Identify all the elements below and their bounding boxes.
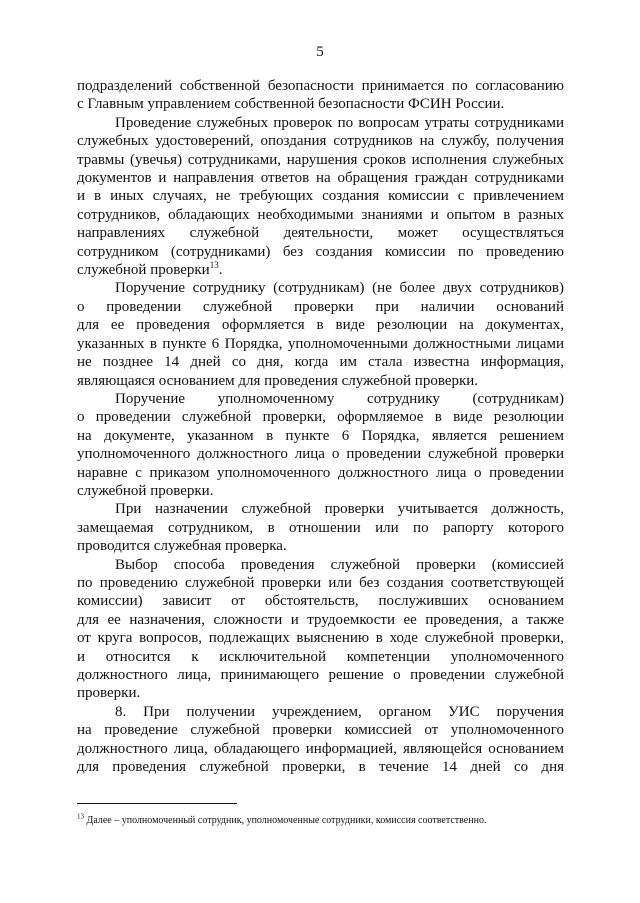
text-line: сотрудников, обладающих необходимыми знаниями и опытом в разных [77,206,564,223]
paragraph-1 [77,77,564,114]
paragraph-6 [77,556,564,703]
text-line: комиссии) зависит от обстоятельств, послуживших основанием [77,593,564,610]
paragraph-7 [77,703,564,777]
text-line: от круга вопросов, подлежащих выяснению в ходе служебной проверки, [77,630,564,647]
text-line: наравне с приказом уполномоченного должностного лица о проведении [77,464,564,481]
text-line: на проведение служебной проверки комиссией от уполномоченного [77,722,564,739]
text-line: уполномоченного должностного лица о проведении служебной проверки [77,446,564,463]
text-line: Поручение уполномоченному сотруднику (сотрудникам) [115,390,564,407]
text-fragment: служебной проверки [77,262,210,279]
text-line: направлениях служебной деятельности, может осуществляться [77,225,564,242]
text-line: травмы (увечья) сотрудниками, нарушения сроков исполнения служебных [77,151,564,168]
footnote-separator [77,803,237,804]
text-line: должностного лица, обладающего информацией, являющейся основанием [77,740,564,757]
text-line: для ее проведения оформляется в виде резолюции на документах, [77,317,564,334]
text-line: Проведение служебных проверок по вопросам утраты сотрудниками [115,114,564,131]
footnote-mark: 13 [77,812,84,821]
footnote [77,812,564,827]
text-line: При назначении служебной проверки учитывается должность, [115,501,564,518]
text-line: служебных удостоверений, опоздания сотрудников на службу, получения [77,133,564,150]
text-line: должностного лица, принимающего решение о проведении служебной [77,667,564,683]
text-line: служебной проверки. [77,482,214,499]
body-text [77,77,564,776]
text-line: документов и направления ответов на обращения граждан сотрудниками [77,170,564,187]
paragraph-2 [77,114,564,280]
text-line: для проведения служебной проверки, в течение 14 дней со дня [77,759,564,776]
page-number: 5 [316,44,324,60]
text-line: Выбор способа проведения служебной проверки (комиссией [115,556,564,573]
text-line: проверки. [77,685,141,702]
text-line: сотрудником (сотрудниками) без создания комиссии по проведению [77,243,564,260]
text-line: с Главным управлением собственной безопасности ФСИН России. [77,96,505,113]
text-line: 8. При получении учреждением, органом УИС поручения [115,703,564,720]
text-line: проводится служебная проверка. [77,538,287,555]
paragraph-5 [77,500,564,555]
paragraph-3 [77,279,564,389]
text-fragment: . [218,262,223,279]
text-line: для ее назначения, сложности и трудоемкости ее проведения, а также [77,611,564,628]
text-line: замещаемая сотрудником, в отношении или по рапорту которого [77,519,564,536]
text-line: не позднее 14 дней со дня, когда им стала известна информация, [77,354,564,371]
text-line: о проведении служебной проверки при наличии оснований [77,298,564,315]
paragraph-4 [77,390,564,500]
text-line [77,261,564,279]
text-line: указанных в пункте 6 Порядка, уполномоченными должностными лицами [77,335,564,352]
text-line: Поручение сотруднику (сотрудникам) (не более двух сотрудников) [115,280,564,297]
footnote-reference: 13 [209,260,219,271]
text-line: и в иных случаях, не требующих создания комиссии с привлечением [77,188,564,205]
footnote-text: Далее – уполномоченный сотрудник, уполномоченные сотрудники, комиссия соответственно. [86,815,487,826]
text-line: и относится к исключительной компетенции уполномоченного [77,648,564,665]
text-line: по проведению служебной проверки или без создания соответствующей [77,574,564,591]
text-line: являющаяся основанием для проведения служебной проверки. [77,372,479,389]
text-line: о проведении служебной проверки, оформляемое в виде резолюции [77,409,564,426]
text-line: на документе, указанном в пункте 6 Порядка, является решением [77,427,564,444]
text-line: подразделений собственной безопасности принимается по согласованию [77,78,564,94]
